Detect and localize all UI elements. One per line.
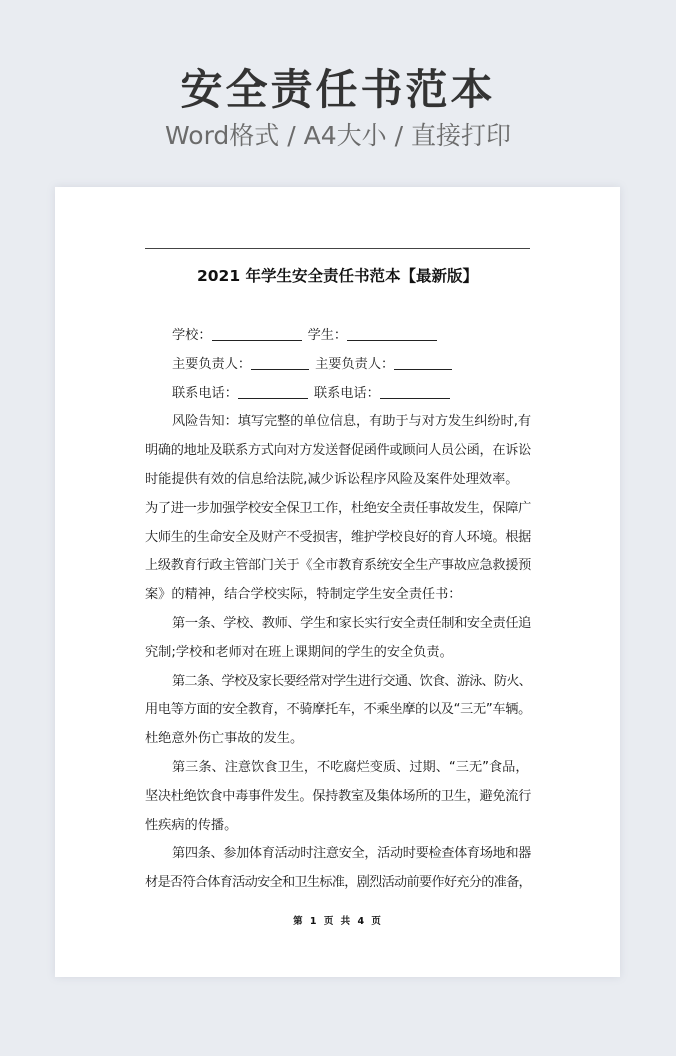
body-line: 时能提供有效的信息给法院,减少诉讼程序风险及案件处理效率。 <box>145 471 519 487</box>
hero-subtitle: Word格式 / A4大小 / 直接打印 <box>165 121 511 150</box>
hero-title: 安全责任书范本 <box>180 65 496 114</box>
field-label-phone-2: 联系电话： <box>313 385 380 401</box>
body-line: 第一条、学校、教师、学生和家长实行安全责任制和安全责任追 <box>172 615 531 631</box>
document-page <box>55 187 620 977</box>
body-line: 坚决杜绝饮食中毒事件发生。保持教室及集体场所的卫生，避免流行 <box>145 788 531 804</box>
field-label-school: 学校： <box>172 328 212 343</box>
field-row-school <box>145 322 531 351</box>
field-label-manager-2: 主要负责人： <box>315 356 395 372</box>
body-line: 大师生的生命安全及财产不受损害，维护学校良好的育人环境。根据 <box>145 529 531 545</box>
body-line: 第三条、注意饮食卫生，不吃腐烂变质、过期、“三无”食品， <box>172 759 529 775</box>
field-label-phone-1: 联系电话： <box>172 385 238 401</box>
manager-blank-1 <box>251 355 309 370</box>
body-line: 材是否符合体育活动安全和卫生标准，剧烈活动前要作好充分的准备， <box>145 875 531 891</box>
phone-blank-1 <box>238 384 308 399</box>
body-line: 究制;学校和老师对在班上课期间的学生的安全负责。 <box>145 644 453 660</box>
document-paragraphs <box>145 408 531 898</box>
document-body <box>145 322 531 898</box>
body-line: 第二条、学校及家长要经常对学生进行交通、饮食、游泳、防火、 <box>172 673 531 689</box>
field-label-manager-1: 主要负责人： <box>172 356 252 372</box>
field-row-phone <box>145 380 531 409</box>
body-line: 案》的精神，结合学校实际，特制定学生安全责任书： <box>145 587 462 603</box>
document-title: 2021 年学生安全责任书范本【最新版】 <box>196 267 479 285</box>
student-blank <box>347 326 437 341</box>
body-line: 风险告知：填写完整的单位信息，有助于与对方发生纠纷时,有 <box>172 414 531 430</box>
body-line: 上级教育行政主管部门关于《全市教育系统安全生产事故应急救援预 <box>145 558 531 574</box>
phone-blank-2 <box>380 384 450 399</box>
school-blank <box>212 326 302 341</box>
body-line: 用电等方面的安全教育，不骑摩托车，不乘坐摩的以及“三无”车辆。 <box>145 702 531 718</box>
body-line: 为了进一步加强学校安全保卫工作，杜绝安全责任事故发生，保障广 <box>145 500 531 516</box>
body-line: 第四条、参加体育活动时注意安全，活动时要检查体育场地和器 <box>172 846 531 862</box>
body-line: 杜绝意外伤亡事故的发生。 <box>145 731 304 747</box>
body-line: 性疾病的传播。 <box>145 817 238 833</box>
manager-blank-2 <box>394 355 452 370</box>
field-label-student: 学生： <box>307 328 348 343</box>
header-rule <box>145 248 530 249</box>
page-footer: 第 1 页 共 4 页 <box>293 916 382 927</box>
field-row-manager <box>145 351 531 380</box>
body-line: 明确的地址及联系方式向对方发送督促函件或顾问人员公函，在诉讼 <box>145 443 531 459</box>
